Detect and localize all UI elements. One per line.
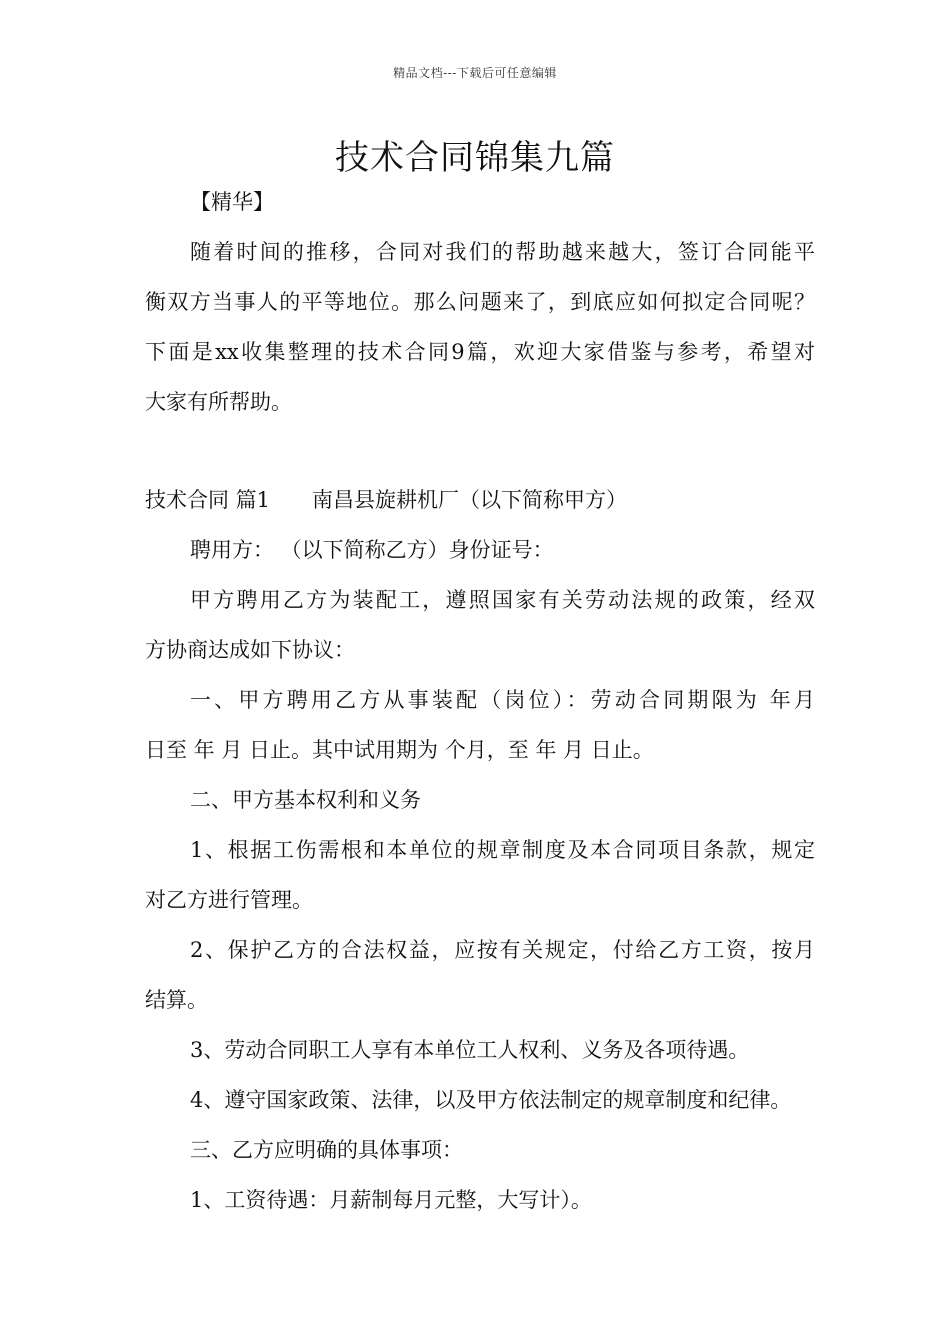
paragraph-line: 甲方聘用乙方为装配工，遵照国家有关劳动法规的政策，经双 xyxy=(190,588,815,612)
paragraph-line: 2、保护乙方的合法权益，应按有关规定，付给乙方工资，按月 xyxy=(190,938,815,962)
header-note: 精品文档---下载后可任意编辑 xyxy=(393,66,557,80)
paragraph-line: 方协商达成如下协议： xyxy=(145,638,355,662)
intro-line: 下面是xx收集整理的技术合同9篇，欢迎大家借鉴与参考，希望对 xyxy=(145,340,815,364)
paragraph-line: 结算。 xyxy=(145,988,208,1012)
section-heading: 技术合同 篇1 xyxy=(145,488,271,512)
paragraph-line: 3、劳动合同职工人享有本单位工人权利、义务及各项待遇。 xyxy=(190,1038,750,1062)
party-a-text: 南昌县旋耕机厂（以下简称甲方） xyxy=(312,488,628,512)
paragraph-line: 1、工资待遇：月薪制每月元整，大写计）。 xyxy=(190,1188,592,1212)
intro-line: 随着时间的推移，合同对我们的帮助越来越大，签订合同能平 xyxy=(190,240,815,264)
tag-label: 【精华】 xyxy=(190,190,274,214)
intro-line: 衡双方当事人的平等地位。那么问题来了，到底应如何拟定合同呢？ xyxy=(145,290,815,314)
paragraph-line: 对乙方进行管理。 xyxy=(145,888,313,912)
page-title: 技术合同锦集九篇 xyxy=(335,138,615,178)
intro-line: 大家有所帮助。 xyxy=(145,390,292,414)
section-subheading: 二、甲方基本权利和义务 xyxy=(190,788,421,812)
paragraph-line: 1、根据工伤需根和本单位的规章制度及本合同项目条款，规定 xyxy=(190,838,815,862)
paragraph-line: 一、甲方聘用乙方从事装配（岗位）：劳动合同期限为 年月 xyxy=(190,688,815,712)
paragraph-line: 日至 年 月 日止。其中试用期为 个月，至 年 月 日止。 xyxy=(145,738,654,762)
section-subheading: 三、乙方应明确的具体事项： xyxy=(190,1138,463,1162)
section-heading-line xyxy=(145,485,815,515)
paragraph-line: 4、遵守国家政策、法律，以及甲方依法制定的规章制度和纪律。 xyxy=(190,1088,792,1112)
party-b-text: 聘用方： （以下简称乙方）身份证号： xyxy=(190,538,554,562)
